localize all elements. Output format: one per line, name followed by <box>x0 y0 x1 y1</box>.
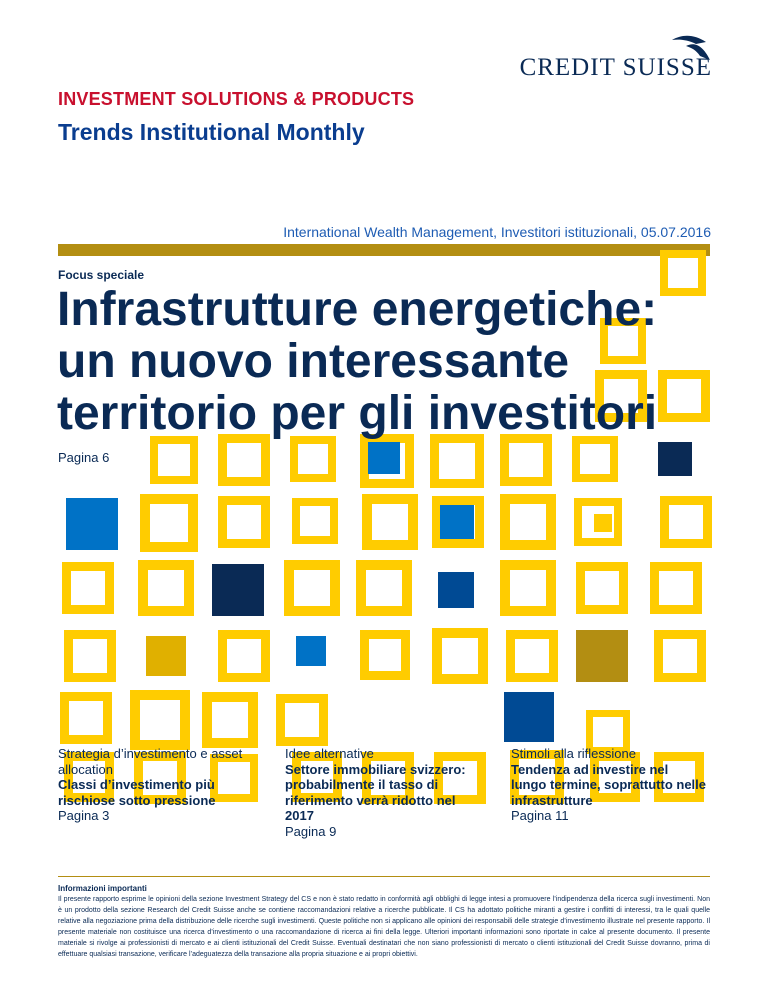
mosaic-square <box>62 562 114 614</box>
mosaic-square <box>362 494 418 550</box>
mosaic-square <box>658 442 692 476</box>
teaser-page: Pagina 3 <box>58 808 110 823</box>
mosaic-square <box>140 494 198 552</box>
headline-line: un nuovo interessante <box>57 335 570 388</box>
mosaic-square <box>60 692 112 744</box>
mosaic-square <box>650 562 702 614</box>
disclaimer-title: Informazioni importanti <box>58 884 147 893</box>
mosaic-square <box>64 630 116 682</box>
mosaic-square <box>360 630 410 680</box>
mosaic-square <box>440 505 474 539</box>
teaser-page: Pagina 9 <box>285 823 337 839</box>
teaser-headline: Tendenza ad investire nel lungo termine, soprattutto nelle infrastrutture <box>511 761 707 808</box>
mosaic-square <box>432 628 488 684</box>
teaser-strategy[interactable] <box>58 746 248 824</box>
mosaic-square <box>368 442 400 474</box>
teaser-category: Strategia d’investimento e asset allocation <box>58 746 243 777</box>
mosaic-square <box>594 514 612 532</box>
mosaic-square <box>504 692 554 742</box>
main-headline <box>57 284 717 440</box>
mosaic-square <box>576 630 628 682</box>
teaser-category: Stimoli alla riflessione <box>511 746 636 761</box>
publication-title: Trends Institutional Monthly <box>58 119 365 145</box>
mosaic-square <box>660 496 712 548</box>
mosaic-square <box>500 434 552 486</box>
teaser-category: Idee alternative <box>285 746 374 761</box>
logo-wordmark: CREDIT SUISSE <box>519 54 712 81</box>
mosaic-square <box>218 630 270 682</box>
mosaic-square <box>284 560 340 616</box>
mosaic-square <box>572 436 618 482</box>
mosaic-square <box>438 572 474 608</box>
mosaic-square <box>218 434 270 486</box>
section-kicker: INVESTMENT SOLUTIONS & PRODUCTS <box>58 89 415 109</box>
mosaic-square <box>506 630 558 682</box>
teaser-headline: Settore immobiliare svizzero: probabilmente il tasso di riferimento verrà ridotto nel 2017 <box>285 761 466 823</box>
mosaic-square <box>212 564 264 616</box>
mosaic-square <box>500 560 556 616</box>
mosaic-square <box>150 436 198 484</box>
mosaic-square <box>276 694 328 746</box>
headline-line: Infrastrutture energetiche: <box>57 283 658 336</box>
teaser-headline: Classi d’investimento più rischiose sotto pressione <box>58 777 216 808</box>
mosaic-square <box>576 562 628 614</box>
headline-line: territorio per gli investitori <box>57 387 658 440</box>
date-line: International Wealth Management, Investitori istituzionali, 05.07.2016 <box>283 224 711 240</box>
mosaic-square <box>296 636 326 666</box>
disclaimer-text: Il presente rapporto esprime le opinioni della sezione Investment Strategy del CS e non è stato redatto in conformità agli obblighi di legge intesi a promuovere l’indipendenza della ricerca sugli investimenti. Non è un prodotto della sezione Research del Credit Suisse anche se contiene raccomandazioni relative a ricerche pubblicate. Il CS ha adottato politiche miranti a gestire i conflitti di interessi, tra le quali quelle relative alla negoziazione prima della distribuzione delle ricerche sugli investimenti. Queste politiche non si applicano alle opinioni dei responsabili delle strategie d’investimento illustrate nel presente rapporto. Il presente materiale non costituisce una ricerca d’investimento o una raccomandazione di ricerca ai fini della legge. Ulteriori importanti informazioni sono riportate in calce al presente documento. Il presente materiale si rivolge ai professionisti di mercato e ai clienti istituzionali del Credit Suisse. Eventuali destinatari che non siano professionisti di mercato o clienti istituzionali del Credit Suisse dovranno, prima di effettuare qualsiasi transazione, verificare l’adeguatezza della transazione alla propria situazione e ai propri obiettivi. <box>58 896 710 958</box>
mosaic-square <box>146 636 186 676</box>
mosaic-square <box>430 434 484 488</box>
mosaic-square <box>66 498 118 550</box>
mosaic-square <box>130 690 190 750</box>
headline-page-ref: Pagina 6 <box>58 450 110 465</box>
mosaic-square <box>290 436 336 482</box>
focus-label: Focus speciale <box>58 268 145 282</box>
mosaic-square <box>654 630 706 682</box>
mosaic-square <box>218 496 270 548</box>
mosaic-square <box>292 498 338 544</box>
teaser-alternative-ideas[interactable] <box>285 746 480 839</box>
teaser-page: Pagina 11 <box>511 808 569 823</box>
mosaic-square <box>356 560 412 616</box>
teaser-food-for-thought[interactable] <box>511 746 706 824</box>
mosaic-square <box>202 692 258 748</box>
mosaic-square <box>500 494 556 550</box>
mosaic-square <box>138 560 194 616</box>
